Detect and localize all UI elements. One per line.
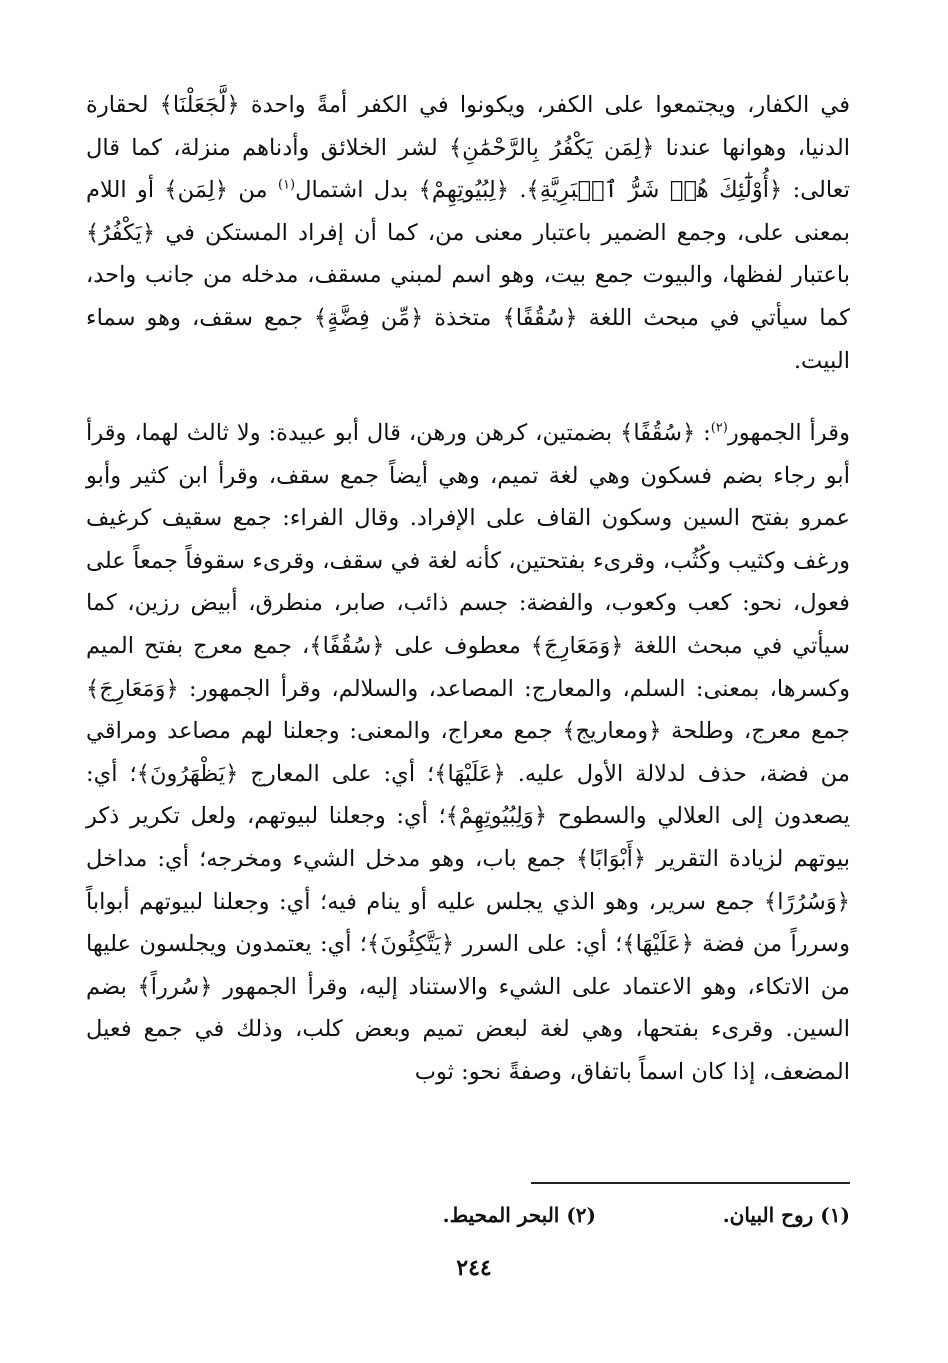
footnotes [86, 1203, 850, 1243]
page-number: ٢٤٤ [456, 1255, 492, 1281]
paragraph-2-text-a: وقرأ الجمهور [727, 420, 850, 446]
footnote-2: (٢) البحر المحيط. [442, 1203, 596, 1227]
paragraph-2 [86, 412, 850, 1094]
paragraph-1-text-a: في الكفار، ويجتمعوا على الكفر، ويكونوا في الكفر أمةً واحدة ﴿لَّجَعَلْنَا﴾ لحقارة الدنيا، وهوانها عندنا ﴿لِمَن يَكْفُرُ بِالرَّحْمَٰنِ﴾ لشر الخلائق وأدناهم منزلة، كما قال تعالى: ﴿أُوْلَٰٓئِكَ هُمۡ شَرُّ ٱلۡبَرِيَّةِ﴾. ﴿لِبُيُوتِهِمْ﴾ بدل اشتمال [86, 92, 850, 204]
footnote-1: (١) روح البيان. [722, 1203, 850, 1227]
footnote-ref-1: (١) [277, 177, 296, 193]
paragraph-1-text-b: من ﴿لِمَن﴾ أو اللام بمعنى على، وجمع الضمير باعتبار معنى من، كما أن إفراد المستكن في ﴿يَكْفُرُ﴾ باعتبار لفظها، والبيوت جمع بيت، وهو اسم لمبني مسقف، مدخله من جانب واحد، كما سيأتي في مبحث اللغة ﴿سُقُفًا﴾ متخذة ﴿مِّن فِضَّةٍ﴾ جمع سقف، وهو سماء البيت. [86, 177, 851, 374]
footnote-separator [531, 1182, 850, 1184]
paragraph-1 [86, 84, 850, 382]
paragraph-2-text-b: : ﴿سُقُفًا﴾ بضمتين، كرهن ورهن، قال أبو عبيدة: ولا ثالث لهما، وقرأ أبو رجاء بضم فسكون وهي لغة تميم، وهي أيضاً جمع سقف، وقرأ ابن كثير وأبو عمرو بفتح السين وسكون القاف على الإفراد. وقال الفراء: جمع سقيف كرغيف ورغف وكثيب وكُثُب، وقرىء بفتحتين، كأنه لغة في سقف، وقرىء سقوفاً جمعاً على فعول، نحو: كعب وكعوب، والفضة: جسم ذائب، صابر، منطرق، أبيض رزين، كما سيأتي في مبحث اللغة ﴿وَمَعَارِجَ﴾ معطوف على ﴿سُقُفًا﴾، جمع معرج بفتح الميم وكسرها، بمعنى: السلم، والمعارج: المصاعد، والسلالم، وقرأ الجمهور: ﴿وَمَعَارِجَ﴾ جمع معرج، وطلحة ﴿ومعاريج﴾ جمع معراج، والمعنى: وجعلنا لهم مصاعد ومراقي من فضة، حذف لدلالة الأول عليه. ﴿عَلَيْهَا﴾؛ أي: على المعارج ﴿يَظْهَرُونَ﴾؛ أي: يصعدون إلى العلالي والسطوح ﴿وَلِبُيُوتِهِمْ﴾؛ أي: وجعلنا لبيوتهم، ولعل تكرير ذكر بيوتهم لزيادة التقرير ﴿أَبْوَابًا﴾ جمع باب، وهو مدخل الشيء ومخرجه؛ أي: مداخل ﴿وَسُرُرًا﴾ جمع سرير، وهو الذي يجلس عليه أو ينام فيه؛ أي: وجعلنا لبيوتهم أبواباً وسرراً من فضة ﴿عَلَيْهَا﴾؛ أي: على السرر ﴿يَتَّكِئُونَ﴾؛ أي: يعتمدون ويجلسون عليها من الاتكاء، وهو الاعتماد على الشيء والاستناد إليه، وقرأ الجمهور ﴿سُرراً﴾ بضم السين. وقرىء بفتحها، وهي لغة لبعض تميم وبعض كلب، وذلك في جمع فعيل المضعف، إذا كان اسماً باتفاق، وصفةً نحو: ثوب [86, 420, 850, 1085]
footnote-ref-2: (٢) [710, 420, 728, 436]
